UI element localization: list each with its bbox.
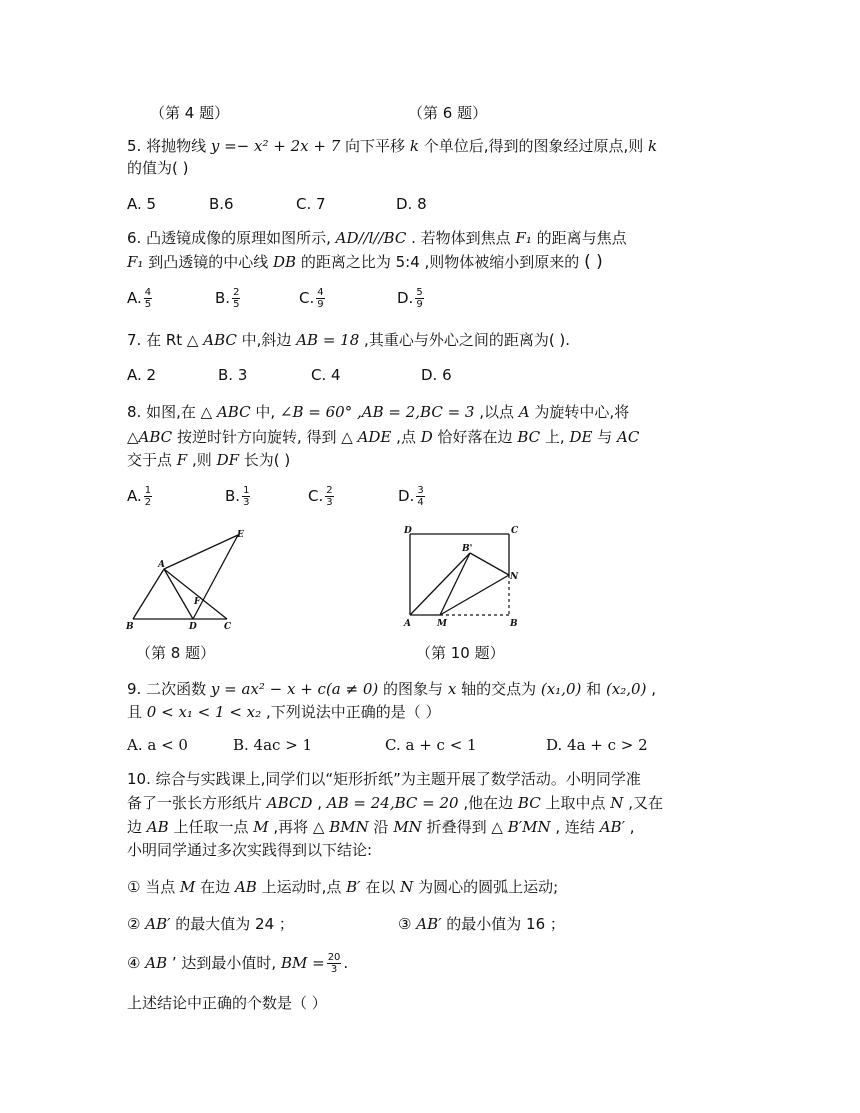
q8-line1: 8. 如图,在 △ ABC 中, ∠B = 60° ,AB = 2,BC = 3 ,以点 A 为旋转中心,将 [127, 403, 630, 421]
q10-last-line: 上述结论中正确的个数是（ ） [127, 994, 327, 1012]
fraction: $\frac{1}{3}$ [243, 485, 250, 508]
fraction: $\frac{2}{5}$ [233, 287, 240, 310]
label-b-prime: B' [462, 544, 473, 554]
label-c: C [224, 622, 232, 632]
caption-q4: （第 4 题） [150, 104, 230, 122]
q6-option-a: A. $\frac{4}{5}$ [127, 287, 152, 310]
q5-option-b: B.6 [209, 195, 234, 213]
q10-line1: 10. 综合与实践课上,同学们以“矩形折纸”为主题开展了数学活动。小明同学准 [127, 770, 641, 788]
label-f: F [194, 597, 201, 607]
q8-option-b: B. $\frac{1}{3}$ [225, 485, 250, 508]
segment-ae [164, 535, 238, 569]
label-a: A [158, 560, 165, 570]
q9-option-b: B. 4ac > 1 [233, 736, 313, 754]
label-n: N [510, 572, 519, 582]
fraction: $\frac{4}{9}$ [317, 287, 324, 310]
q10-conclusion-3: ③ AB′ 的最小值为 16 ； [398, 915, 565, 933]
label-a: A [404, 619, 411, 629]
q7-option-a: A. 2 [127, 366, 157, 384]
q10-conclusion-1: ① 当点 M 在边 AB 上运动时,点 B′ 在以 N 为圆心的圆弧上运动; [127, 878, 559, 896]
fraction: $\frac{1}{2}$ [144, 485, 152, 508]
q5-option-a: A. 5 [127, 195, 157, 213]
fraction: $\frac{2}{3}$ [326, 485, 333, 508]
segment-b1n [470, 553, 509, 575]
q8-option-d: D. $\frac{3}{4}$ [398, 485, 424, 508]
label-c: C [511, 526, 519, 536]
fraction: $\frac{4}{5}$ [144, 287, 152, 310]
caption-q6: （第 6 题） [408, 104, 488, 122]
q9-line1: 9. 二次函数 y = ax² − x + c(a ≠ 0) 的图象与 x 轴的交点为 (x₁,0) 和 (x₂,0) , [127, 680, 656, 698]
caption-q10: （第 10 题） [416, 644, 505, 662]
figure-q8 [120, 525, 260, 635]
q5-option-d: D. 8 [396, 195, 427, 213]
q10-conclusion-4: ④ AB ’ 达到最小值时, BM = $\frac{20}{3}$ . [127, 952, 349, 975]
q5-line2: 的值为( ) [127, 159, 189, 177]
q6-option-d: D. $\frac{5}{9}$ [397, 287, 423, 310]
q7-option-c: C. 4 [311, 366, 341, 384]
segment-ab1 [410, 553, 470, 615]
label-b: B [126, 622, 134, 632]
q7-line: 7. 在 Rt △ ABC 中,斜边 AB = 18 ,其重心与外心之间的距离为( ). [127, 331, 571, 349]
caption-q8: （第 8 题） [136, 644, 216, 662]
q7-option-b: B. 3 [218, 366, 248, 384]
q9-line2: 且 0 < x₁ < 1 < x₂ ,下列说法中正确的是（ ） [127, 703, 441, 721]
q9-option-a: A. a < 0 [127, 736, 188, 754]
segment-ab [133, 569, 164, 619]
q6-option-c: C. $\frac{4}{9}$ [299, 287, 324, 310]
label-b: B [510, 619, 518, 629]
fraction: $\frac{3}{4}$ [417, 485, 424, 508]
q9-option-c: C. a + c < 1 [385, 736, 477, 754]
label-m: M [437, 619, 447, 629]
q10-conclusion-2: ② AB′ 的最大值为 24 ； [127, 915, 294, 933]
q10-line4: 小明同学通过多次实践得到以下结论: [127, 841, 373, 859]
q9-option-d: D. 4a + c > 2 [546, 736, 648, 754]
figure-q10 [400, 523, 530, 633]
q8-line3: 交于点 F ,则 DF 长为( ) [127, 451, 291, 469]
q8-option-a: A. $\frac{1}{2}$ [127, 485, 152, 508]
q6-line2: F₁ 到凸透镜的中心线 DB 的距离之比为 5:4 ,则物体被缩小到原来的 ( ) [127, 252, 603, 272]
q6-line1: 6. 凸透镜成像的原理如图所示, AD//l//BC . 若物体到焦点 F₁ 的距离与焦点 [127, 229, 627, 247]
segment-ac [164, 569, 227, 619]
label-d: D [189, 622, 197, 632]
q5-option-c: C. 7 [296, 195, 326, 213]
q10-line2: 备了一张长方形纸片 ABCD , AB = 24,BC = 20 ,他在边 BC 上取中点 N ,又在 [127, 794, 663, 812]
label-d: D [404, 526, 412, 536]
q5-line1: 5. 将抛物线 y =− x² + 2x + 7 向下平移 k 个单位后,得到的图象经过原点,则 k [127, 137, 658, 155]
fraction: $\frac{5}{9}$ [416, 287, 423, 310]
q6-option-b: B. $\frac{2}{5}$ [215, 287, 240, 310]
segment-ad [164, 569, 193, 619]
fraction: $\frac{20}{3}$ [327, 952, 341, 975]
q8-line2: △ABC 按逆时针方向旋转, 得到 △ ADE ,点 D 恰好落在边 BC 上, DE 与 AC [127, 428, 640, 446]
q8-option-c: C. $\frac{2}{3}$ [308, 485, 333, 508]
q10-line3: 边 AB 上任取一点 M ,再将 △ BMN 沿 MN 折叠得到 △ B′MN , 连结 AB′ , [127, 818, 635, 836]
label-e: E [237, 530, 244, 540]
q7-option-d: D. 6 [421, 366, 452, 384]
